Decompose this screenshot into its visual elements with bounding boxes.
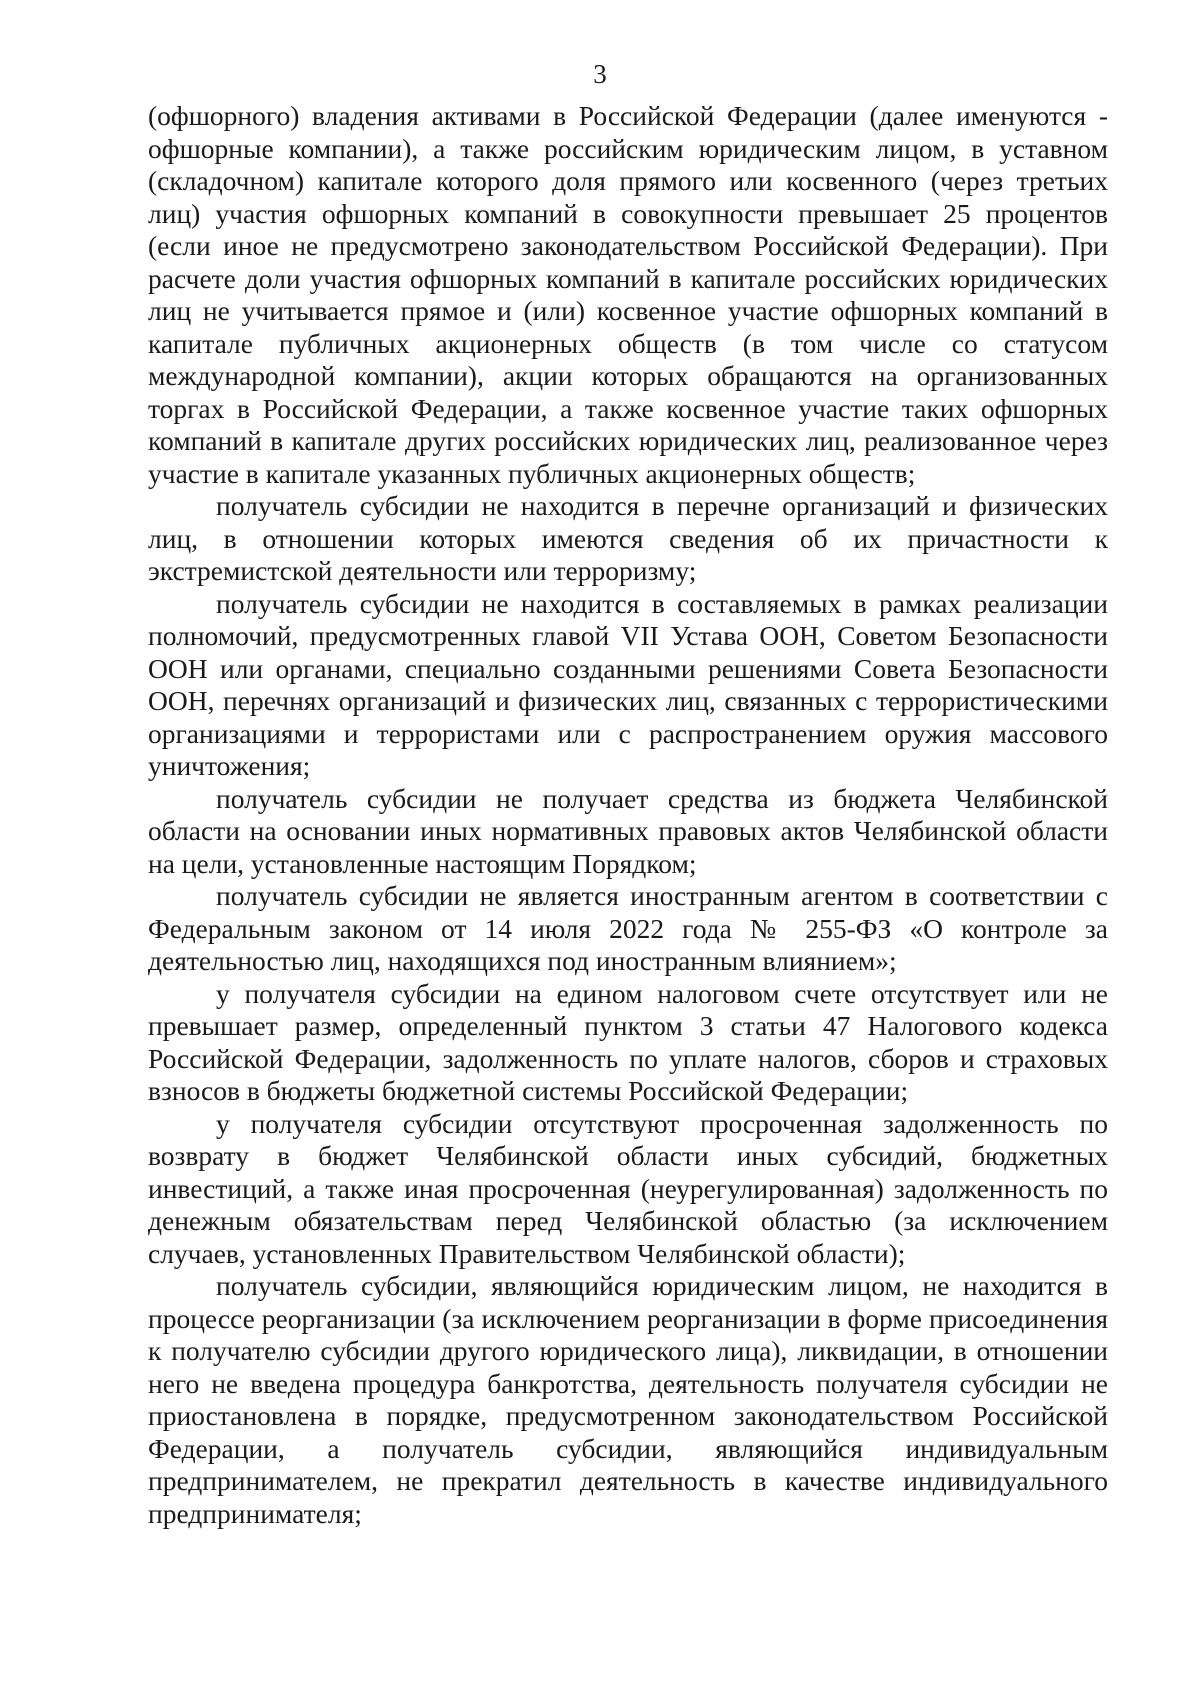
paragraph-no-other-budget-funds: получатель субсидии не получает средства из бюджета Челябинской области на основании иных нормативных правовых актов Челябинской области на цели, установленные настоящим Порядком; <box>148 782 1108 879</box>
paragraph-tax-account: у получателя субсидии на едином налоговом счете отсутствует или не превышает размер, определенный пунктом 3 статьи 47 Налогового кодекса Российской Федерации, задолженность по уплате налогов, сборов и страховых взносов в бюджеты бюджетной системы Российской Федерации; <box>148 977 1108 1106</box>
paragraph-reorganization-liquidation: получатель субсидии, являющийся юридическим лицом, не находится в процессе реорганизации (за исключением реорганизации в форме присоединения к получателю субсидии другого юридического лица), ликвидации, в отношении него не введена процедура банкротства, деятельность получателя субсидии не приостановлена в порядке, предусмотренном законодательством Российской Федерации, а получатель субсидии, являющийся индивидуальным предпринимателем, не прекратил деятельность в качестве индивидуального предпринимателя; <box>148 1270 1108 1529</box>
paragraph-offshore-continuation: (офшорного) владения активами в Российской Федерации (далее именуются - офшорные компании), а также российским юридическим лицом, в уставном (складочном) капитале которого доля прямого или косвенного (через третьих лиц) участия офшорных компаний в совокупности превышает 25 процентов (если иное не предусмотрено законодательством Российской Федерации). При расчете доли участия офшорных компаний в капитале российских юридических лиц не учитывается прямое и (или) косвенное участие офшорных компаний в капитале публичных акционерных обществ (в том числе со статусом международной компании), акции которых обращаются на организованных торгах в Российской Федерации, а также косвенное участие таких офшорных компаний в капитале других российских юридических лиц, реализованное через участие в капитале указанных публичных акционерных обществ; <box>148 100 1108 489</box>
paragraph-overdue-debt: у получателя субсидии отсутствуют просроченная задолженность по возврату в бюджет Челябинской области иных субсидий, бюджетных инвестиций, а также иная просроченная (неурегулированная) задолженность по денежным обязательствам перед Челябинской областью (за исключением случаев, установленных Правительством Челябинской области); <box>148 1107 1108 1269</box>
page-number: 3 <box>593 59 607 89</box>
paragraph-un-sanctions-list: получатель субсидии не находится в составляемых в рамках реализации полномочий, предусмотренных главой VII Устава ООН, Советом Безопасности ООН или органами, специально созданными решениями Совета Безопасности ООН, перечнях организаций и физических лиц, связанных с террористическими организациями и террористами или с распространением оружия массового уничтожения; <box>148 587 1108 781</box>
paragraph-not-foreign-agent: получатель субсидии не является иностранным агентом в соответствии с Федеральным законом от 14 июля 2022 года № 255-ФЗ «О контроле за деятельностью лиц, находящихся под иностранным влиянием»; <box>148 880 1108 976</box>
paragraph-extremism-list: получатель субсидии не находится в перечне организаций и физических лиц, в отношении которых имеются сведения об их причастности к экстремистской деятельности или терроризму; <box>148 490 1108 586</box>
document-body <box>148 100 1108 1530</box>
